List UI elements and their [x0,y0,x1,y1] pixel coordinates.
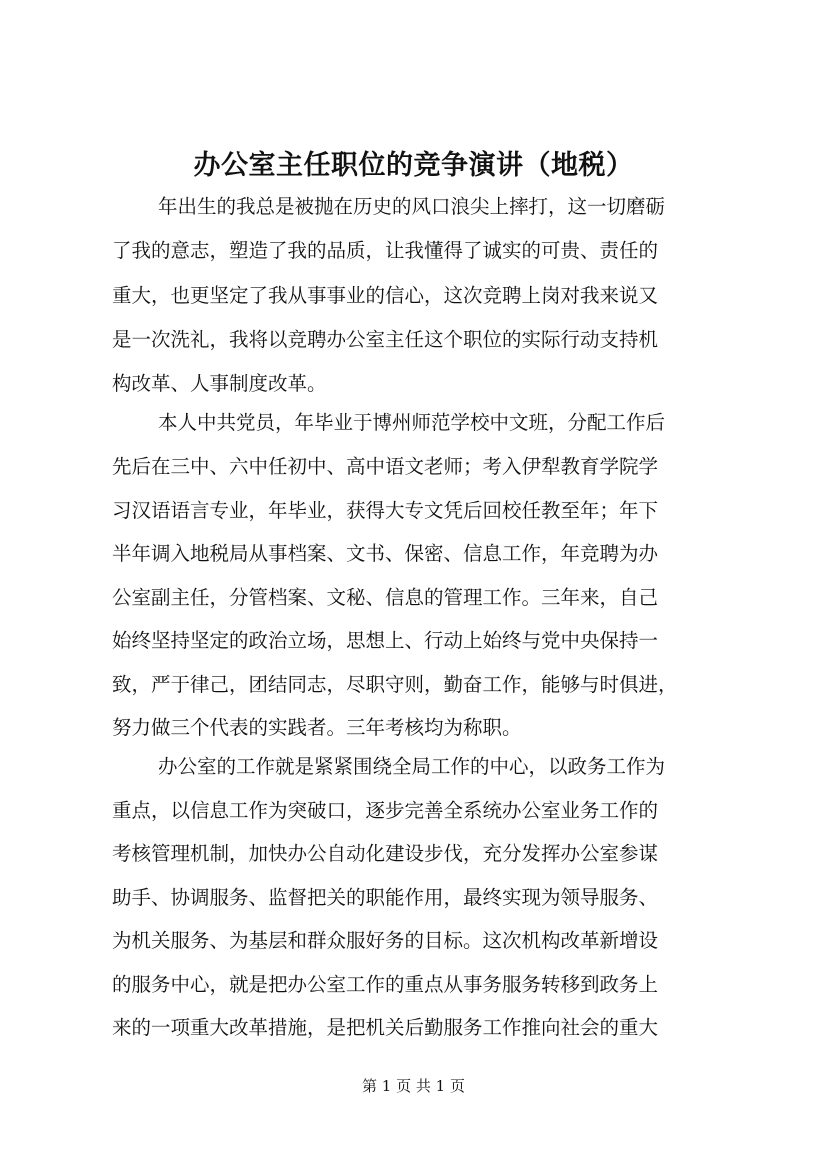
body-line: 助手、协调服务、监督把关的职能作用，最终实现为领导服务、 [112,886,659,909]
document-title: 办公室主任职位的竞争演讲（地税） [193,150,634,181]
body-line: 的服务中心，就是把办公室工作的重点从事务服务转移到政务上 [112,973,659,996]
page-footer: 第 1 页 共 1 页 [362,1077,465,1095]
body-line: 来的一项重大改革措施，是把机关后勤服务工作推向社会的重大 [112,1016,659,1039]
body-line: 始终坚持坚定的政治立场，思想上、行动上始终与党中央保持一 [112,629,659,652]
body-line: 本人中共党员，年毕业于博州师范学校中文班，分配工作后 [158,411,666,434]
body-line: 了我的意志，塑造了我的品质，让我懂得了诚实的可贵、责任的 [112,239,659,262]
body-line: 习汉语语言专业，年毕业，获得大专文凭后回校任教至年；年下 [112,499,659,522]
body-line: 公室副主任，分管档案、文秘、信息的管理工作。三年来，自己 [112,586,659,609]
body-line: 半年调入地税局从事档案、文书、保密、信息工作，年竞聘为办 [112,542,659,565]
body-line: 办公室的工作就是紧紧围绕全局工作的中心，以政务工作为 [158,755,666,778]
body-line: 努力做三个代表的实践者。三年考核均为称职。 [112,716,522,739]
body-line: 考核管理机制，加快办公自动化建设步伐，充分发挥办公室参谋 [112,842,659,865]
body-line: 为机关服务、为基层和群众服好务的目标。这次机构改革新增设 [112,929,659,952]
body-line: 先后在三中、六中任初中、高中语文老师；考入伊犁教育学院学 [112,455,659,478]
body-line: 重点，以信息工作为突破口，逐步完善全系统办公室业务工作的 [112,799,659,822]
body-line: 重大，也更坚定了我从事事业的信心，这次竞聘上岗对我来说又 [112,284,659,307]
body-line: 是一次洗礼，我将以竞聘办公室主任这个职位的实际行动支持机 [112,328,659,351]
body-line: 致，严于律己，团结同志，尽职守则，勤奋工作，能够与时俱进， [112,673,678,696]
body-line: 构改革、人事制度改革。 [112,372,327,395]
body-line: 年出生的我总是被抛在历史的风口浪尖上摔打，这一切磨砺 [158,195,666,218]
